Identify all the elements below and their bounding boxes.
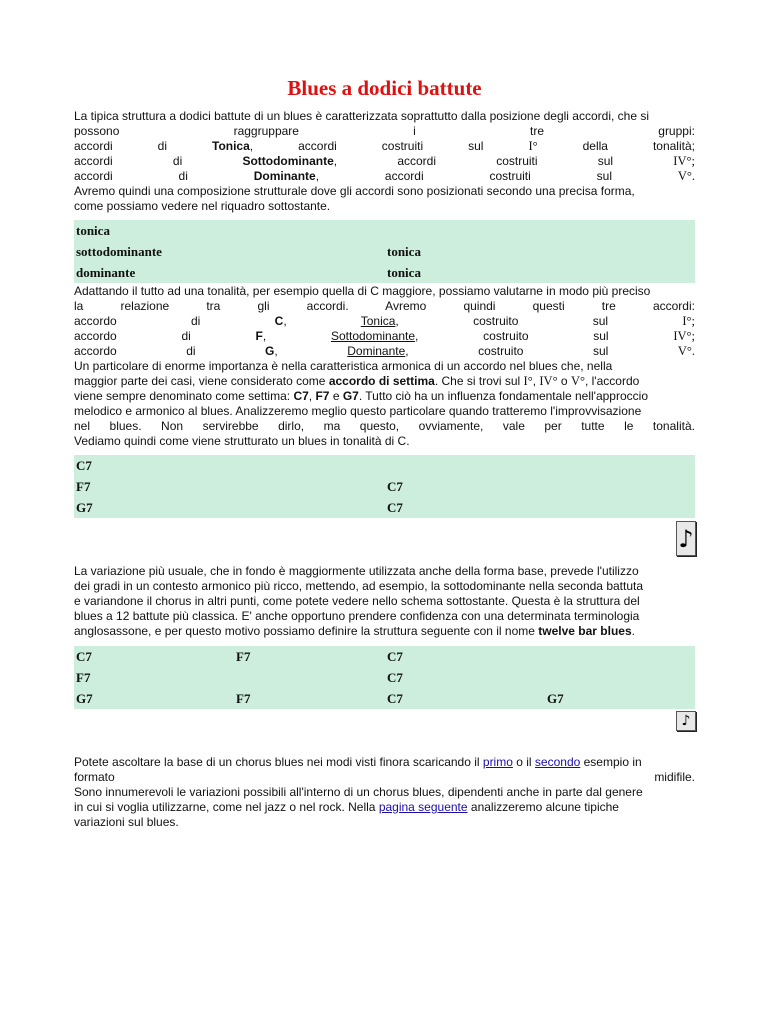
closing-paragraph: Potete ascoltare la base di un chorus blues nei modi visti finora scaricando il primo o il secondo esempio in formato midifile. Sono innumerevoli le variazioni possibili all'interno di un chorus blues, dipendenti anche in parte dal genere in cui si voglia utilizzarne, come nel jazz o nel rock. Nella pagina seguente analizzeremo alcune tipiche variazioni sul blues. — [74, 755, 695, 829]
twelve-bar-blues-table — [74, 646, 695, 709]
intro-line-2: possono raggruppare i tre gruppi: — [74, 124, 695, 138]
table-row: F7 C7 — [76, 669, 403, 685]
basic-blues-table — [74, 455, 695, 518]
variation-paragraph: La variazione più usuale, che in fondo è maggiormente utilizzata anche della forma base, prevede l'utilizzo dei gradi in un contesto armonico più ricco, mettendo, ad esempio, la sottodominante nella seconda battuta e variandone il chorus in altri punti, come potete vedere nello schema sottostante. Questa è la struttura del blues a 12 battute più classica. E' anche opportuno prendere confidenza con una determinata terminologia anglosassone, e per questo motivo possiamo definire la struttura seguente con il nome twelve bar blues. — [74, 564, 644, 638]
table-row: tonica — [76, 222, 110, 238]
secondo-link[interactable]: secondo — [534, 755, 581, 769]
next-page-link[interactable]: pagina seguente — [378, 800, 468, 814]
table-row: C7 F7 C7 — [76, 648, 403, 664]
table-row: dominante tonica — [76, 264, 421, 280]
c-major-paragraph: Adattando il tutto ad una tonalità, per esempio quella di C maggiore, possiamo valutarne in modo più preciso la relazione tra gli accordi. Avremo quindi questi tre accordi: accordo di C, Tonica, costruito sul I°; accordo di F, Sottodominante, costruito sul IV°; accordo di G, Dominante, costruito sul V°. Un particolare di enorme importanza è nella caratteristica armonica di un accordo nel blues che, nella maggior parte dei casi, viene considerato come accordo di settima. Che si trovi sul I°, IV° o V°, l'accordo viene sempre denominato come settima: C7, F7 e G7. Tutto ciò ha un influenza fondamentale nell'approccio melodico e armonico al blues. Analizzeremo meglio questo particolare quando tratteremo l'improvvisazione nel blues. Non servirebbe dirlo, ma questo, ovviamente, vale per tutte le tonalità. Vediamo quindi come viene strutturato un blues in tonalità di C. — [74, 284, 696, 448]
music-note-icon[interactable]: ♪ — [676, 711, 696, 731]
intro-line-7: come possiamo vedere nel riquadro sottostante. — [74, 199, 331, 213]
page-title: Blues a dodici battute — [287, 76, 482, 100]
table-row: sottodominante tonica — [76, 243, 421, 259]
intro-line-5: accordi di Dominante, accordi costruiti sul V°. — [74, 169, 695, 183]
intro-line-3: accordi di Tonica, accordi costruiti sul I° della tonalità; — [74, 139, 695, 153]
table-row: C7 — [76, 457, 92, 473]
table-row: F7 C7 — [76, 478, 403, 494]
intro-paragraph — [74, 109, 695, 214]
table-row: G7 F7 C7 G7 — [76, 690, 564, 706]
intro-line-6: Avremo quindi una composizione strutturale dove gli accordi sono posizionati secondo una precisa forma, — [74, 184, 635, 198]
chord-function-table — [74, 220, 695, 283]
table-row: G7 C7 — [76, 499, 403, 515]
intro-line-1: La tipica struttura a dodici battute di un blues è caratterizzata soprattutto dalla posizione degli accordi, che si — [74, 109, 649, 123]
music-note-icon[interactable]: ♪ — [676, 521, 696, 556]
primo-link[interactable]: primo — [482, 755, 513, 769]
intro-line-4: accordi di Sottodominante, accordi costruiti sul IV°; — [74, 154, 695, 168]
